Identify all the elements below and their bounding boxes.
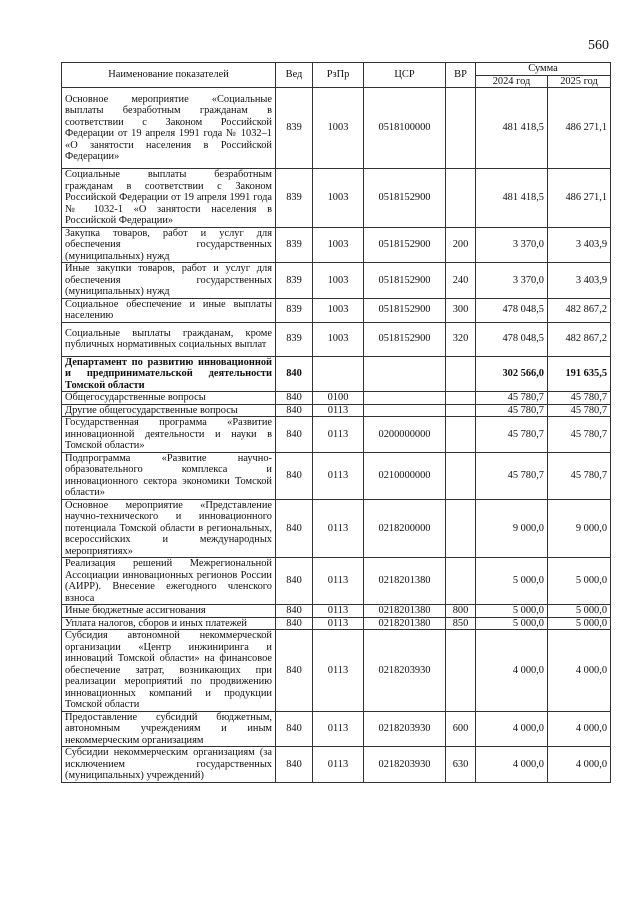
row-name: Реализация решений Межрегиональной Ассоциации инновационных регионов России (АИРР). Внесение ежегодного членского взноса <box>62 558 276 605</box>
row-vr: 800 <box>446 605 476 618</box>
header-csr: ЦСР <box>364 63 446 88</box>
row-sum-2025: 45 780,7 <box>548 392 611 405</box>
row-name: Социальные выплаты гражданам, кроме публичных нормативных социальных выплат <box>62 322 276 356</box>
row-csr: 0218201380 <box>364 617 446 630</box>
row-ved: 839 <box>276 169 313 228</box>
table-row <box>62 617 611 630</box>
row-sum-2025: 45 780,7 <box>548 452 611 499</box>
row-name: Субсидии некоммерческим организациям (за исключением государственных (муниципальных) учреждений) <box>62 747 276 783</box>
row-vr: 600 <box>446 711 476 747</box>
table-row <box>62 263 611 299</box>
table-row <box>62 605 611 618</box>
row-sum-2024: 45 780,7 <box>476 452 548 499</box>
row-name: Общегосударственные вопросы <box>62 392 276 405</box>
row-csr: 0200000000 <box>364 417 446 453</box>
row-csr: 0518152900 <box>364 322 446 356</box>
table-row <box>62 322 611 356</box>
row-ved: 840 <box>276 392 313 405</box>
row-ved: 839 <box>276 227 313 263</box>
row-sum-2024: 478 048,5 <box>476 298 548 322</box>
header-year-2025: 2025 год <box>548 75 611 88</box>
row-csr: 0218200000 <box>364 499 446 558</box>
row-sum-2025: 4 000,0 <box>548 630 611 712</box>
row-sum-2024: 4 000,0 <box>476 711 548 747</box>
row-rzpr: 0113 <box>313 617 364 630</box>
table-body <box>62 88 611 783</box>
row-csr: 0218203930 <box>364 747 446 783</box>
row-sum-2025: 486 271,1 <box>548 169 611 228</box>
row-rzpr: 1003 <box>313 322 364 356</box>
row-rzpr: 0113 <box>313 417 364 453</box>
row-sum-2025: 5 000,0 <box>548 558 611 605</box>
row-name: Другие общегосударственные вопросы <box>62 404 276 417</box>
row-rzpr: 0113 <box>313 747 364 783</box>
row-vr <box>446 558 476 605</box>
row-rzpr: 1003 <box>313 263 364 299</box>
row-name: Социальное обеспечение и иные выплаты населению <box>62 298 276 322</box>
row-sum-2025: 5 000,0 <box>548 605 611 618</box>
row-rzpr: 0113 <box>313 452 364 499</box>
row-sum-2024: 3 370,0 <box>476 263 548 299</box>
row-name: Подпрограмма «Развитие научно-образовательного комплекса и инновационного сектора экономики Томской области» <box>62 452 276 499</box>
row-vr: 300 <box>446 298 476 322</box>
row-csr <box>364 392 446 405</box>
table-row <box>62 298 611 322</box>
row-sum-2025: 45 780,7 <box>548 417 611 453</box>
row-rzpr: 0100 <box>313 392 364 405</box>
row-csr: 0518100000 <box>364 88 446 169</box>
row-ved: 840 <box>276 605 313 618</box>
row-name: Социальные выплаты безработным гражданам в соответствии с Законом Российской Федерации от 19 апреля 1991 года № 1032-1 «О занятости населения в Российской Федерации» <box>62 169 276 228</box>
row-csr: 0518152900 <box>364 169 446 228</box>
row-sum-2024: 9 000,0 <box>476 499 548 558</box>
header-vr: ВР <box>446 63 476 88</box>
row-sum-2024: 45 780,7 <box>476 392 548 405</box>
row-vr <box>446 630 476 712</box>
row-csr <box>364 356 446 392</box>
row-sum-2025: 482 867,2 <box>548 322 611 356</box>
row-vr <box>446 499 476 558</box>
header-name: Наименование показателей <box>62 63 276 88</box>
row-sum-2025: 4 000,0 <box>548 711 611 747</box>
row-ved: 839 <box>276 263 313 299</box>
row-rzpr: 0113 <box>313 630 364 712</box>
table-row <box>62 356 611 392</box>
row-sum-2025: 3 403,9 <box>548 227 611 263</box>
row-ved: 840 <box>276 404 313 417</box>
row-rzpr: 1003 <box>313 88 364 169</box>
row-sum-2024: 4 000,0 <box>476 630 548 712</box>
row-rzpr: 0113 <box>313 711 364 747</box>
row-ved: 840 <box>276 452 313 499</box>
row-sum-2024: 5 000,0 <box>476 617 548 630</box>
row-name: Предоставление субсидий бюджетным, автономным учреждениям и иным некоммерческим организациям <box>62 711 276 747</box>
row-sum-2025: 5 000,0 <box>548 617 611 630</box>
table-row <box>62 558 611 605</box>
row-rzpr <box>313 356 364 392</box>
table-row <box>62 417 611 453</box>
row-csr: 0518152900 <box>364 298 446 322</box>
row-sum-2025: 3 403,9 <box>548 263 611 299</box>
row-sum-2024: 45 780,7 <box>476 417 548 453</box>
row-ved: 840 <box>276 711 313 747</box>
row-ved: 840 <box>276 558 313 605</box>
table-header <box>62 63 611 88</box>
row-ved: 840 <box>276 747 313 783</box>
row-sum-2025: 191 635,5 <box>548 356 611 392</box>
table-row <box>62 169 611 228</box>
row-csr: 0210000000 <box>364 452 446 499</box>
row-vr <box>446 452 476 499</box>
row-ved: 839 <box>276 322 313 356</box>
row-sum-2024: 478 048,5 <box>476 322 548 356</box>
row-name: Государственная программа «Развитие инновационной деятельности и науки в Томской области» <box>62 417 276 453</box>
row-name: Иные бюджетные ассигнования <box>62 605 276 618</box>
row-csr: 0518152900 <box>364 227 446 263</box>
header-year-2024: 2024 год <box>476 75 548 88</box>
row-sum-2024: 302 566,0 <box>476 356 548 392</box>
row-vr <box>446 392 476 405</box>
row-sum-2025: 9 000,0 <box>548 499 611 558</box>
row-ved: 840 <box>276 499 313 558</box>
row-name: Департамент по развитию инновационной и предпринимательской деятельности Томской области <box>62 356 276 392</box>
row-csr: 0518152900 <box>364 263 446 299</box>
table-row <box>62 630 611 712</box>
row-csr: 0218203930 <box>364 711 446 747</box>
row-rzpr: 0113 <box>313 605 364 618</box>
row-sum-2025: 4 000,0 <box>548 747 611 783</box>
row-vr <box>446 417 476 453</box>
row-csr: 0218201380 <box>364 605 446 618</box>
row-rzpr: 0113 <box>313 499 364 558</box>
row-sum-2024: 4 000,0 <box>476 747 548 783</box>
row-ved: 840 <box>276 356 313 392</box>
header-ved: Вед <box>276 63 313 88</box>
row-rzpr: 0113 <box>313 558 364 605</box>
row-name: Субсидия автономной некоммерческой организации «Центр инжиниринга и инноваций Томской области» на финансовое обеспечение затрат, возникающих при реализации мероприятий по продвижению инновационных компаний и продукции Томской области <box>62 630 276 712</box>
row-ved: 840 <box>276 630 313 712</box>
row-vr: 240 <box>446 263 476 299</box>
page-number: 560 <box>588 38 609 53</box>
table-row <box>62 499 611 558</box>
table-row <box>62 392 611 405</box>
row-sum-2024: 5 000,0 <box>476 605 548 618</box>
table-row <box>62 404 611 417</box>
row-vr <box>446 88 476 169</box>
row-rzpr: 0113 <box>313 404 364 417</box>
row-csr <box>364 404 446 417</box>
row-sum-2025: 45 780,7 <box>548 404 611 417</box>
row-vr: 320 <box>446 322 476 356</box>
row-vr: 630 <box>446 747 476 783</box>
table-row <box>62 711 611 747</box>
row-sum-2024: 45 780,7 <box>476 404 548 417</box>
row-vr: 850 <box>446 617 476 630</box>
row-rzpr: 1003 <box>313 298 364 322</box>
header-sum: Сумма <box>476 63 611 76</box>
row-vr: 200 <box>446 227 476 263</box>
table-row <box>62 452 611 499</box>
row-ved: 839 <box>276 298 313 322</box>
row-ved: 839 <box>276 88 313 169</box>
table-row <box>62 747 611 783</box>
row-sum-2024: 3 370,0 <box>476 227 548 263</box>
table-row <box>62 227 611 263</box>
row-name: Основное мероприятие «Социальные выплаты безработным гражданам в соответствии с Законом Российской Федерации от 19 апреля 1991 года № 1032–1 «О занятости населения в Российской Федерации» <box>62 88 276 169</box>
row-name: Уплата налогов, сборов и иных платежей <box>62 617 276 630</box>
row-csr: 0218201380 <box>364 558 446 605</box>
row-vr <box>446 356 476 392</box>
row-ved: 840 <box>276 417 313 453</box>
row-name: Иные закупки товаров, работ и услуг для обеспечения государственных (муниципальных) нужд <box>62 263 276 299</box>
row-sum-2024: 5 000,0 <box>476 558 548 605</box>
row-vr <box>446 169 476 228</box>
table-row <box>62 88 611 169</box>
row-csr: 0218203930 <box>364 630 446 712</box>
row-name: Основное мероприятие «Представление научно-технического и инновационного потенциала Томской области в региональных, всероссийских и международных мероприятиях» <box>62 499 276 558</box>
row-rzpr: 1003 <box>313 227 364 263</box>
row-sum-2025: 482 867,2 <box>548 298 611 322</box>
row-rzpr: 1003 <box>313 169 364 228</box>
budget-table <box>61 62 611 783</box>
row-name: Закупка товаров, работ и услуг для обеспечения государственных (муниципальных) нужд <box>62 227 276 263</box>
row-sum-2024: 481 418,5 <box>476 88 548 169</box>
row-sum-2024: 481 418,5 <box>476 169 548 228</box>
row-ved: 840 <box>276 617 313 630</box>
header-rzpr: РзПр <box>313 63 364 88</box>
row-sum-2025: 486 271,1 <box>548 88 611 169</box>
row-vr <box>446 404 476 417</box>
